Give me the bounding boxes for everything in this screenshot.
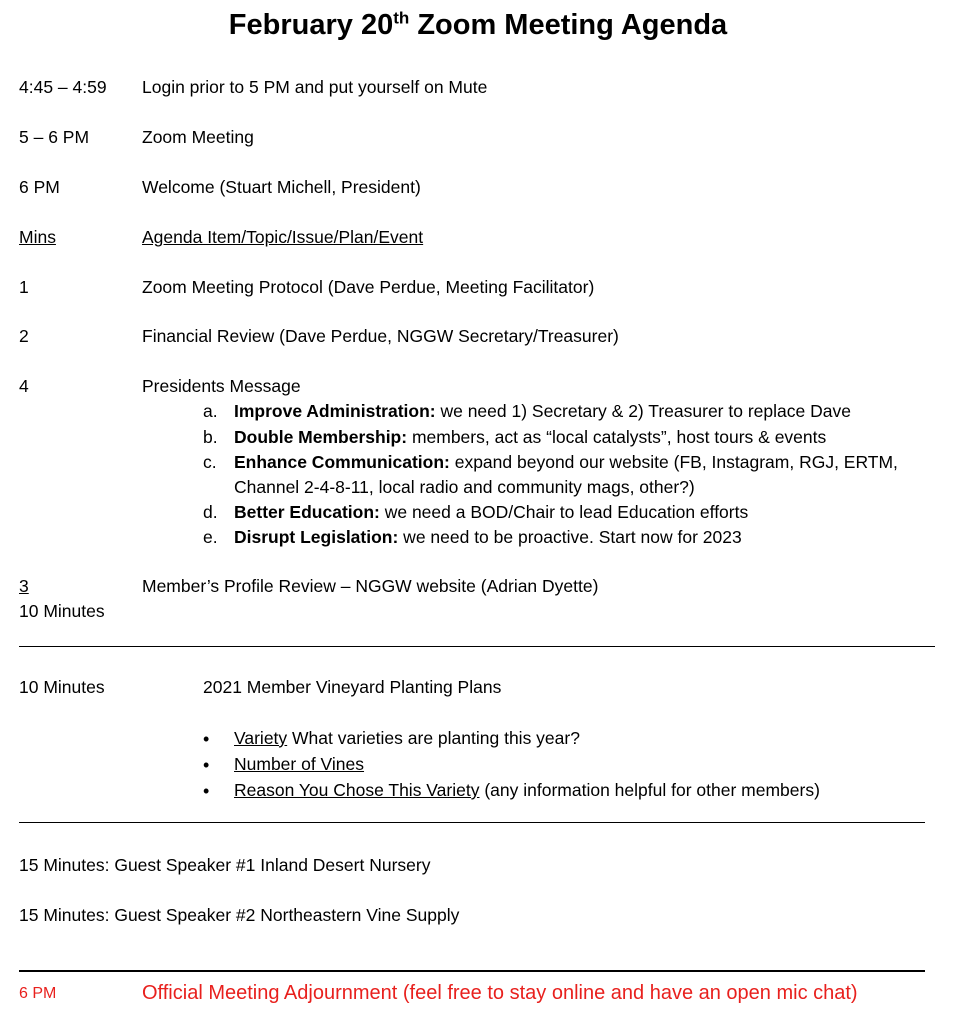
point-a-text: we need 1) Secretary & 2) Treasurer to replace Dave [435,401,851,421]
point-d-text: we need a BOD/Chair to lead Education efforts [379,502,749,522]
bullet-text: What varieties are planting this year? [287,728,580,748]
planting-bullet-3 [234,782,820,800]
bullet-icon: • [203,755,210,775]
point-letter-c: c. [203,452,217,472]
point-d-bold: Better Education: [234,502,380,522]
planting-bullet-1 [234,730,580,748]
divider [19,970,925,972]
point-e [234,529,742,547]
bullet-icon: • [203,781,210,801]
profile-review-duration: 10 Minutes [19,601,105,621]
item-mins-1: 1 [19,277,29,297]
point-e-text: we need to be proactive. Start now for 2023 [398,527,742,547]
point-b-text: members, act as “local catalysts”, host tours & events [407,427,827,447]
adjournment-text: Official Meeting Adjournment (feel free to stay online and have an open mic chat) [142,982,858,1004]
page-title [0,8,956,41]
point-letter-b: b. [203,427,218,447]
schedule-time-1: 4:45 – 4:59 [19,77,107,97]
schedule-time-3: 6 PM [19,177,60,197]
schedule-text-3: Welcome (Stuart Michell, President) [142,177,421,197]
agenda-item-header: Agenda Item/Topic/Issue/Plan/Event [142,227,424,247]
bullet-label: Variety [234,728,288,748]
schedule-text-1: Login prior to 5 PM and put yourself on Mute [142,77,488,97]
item-text-2: Financial Review (Dave Perdue, NGGW Secretary/Treasurer) [142,326,619,346]
divider [19,822,925,823]
point-e-bold: Disrupt Legislation: [234,527,399,547]
title-main: February 20 [228,9,394,41]
mins-header: Mins [19,227,56,247]
item-mins-2: 2 [19,326,29,346]
speaker-1: 15 Minutes: Guest Speaker #1 Inland Desert Nursery [19,855,431,875]
point-b-bold: Double Membership: [234,427,408,447]
point-b [234,429,826,447]
bullet-icon: • [203,729,210,749]
planting-title: 2021 Member Vineyard Planting Plans [203,677,502,697]
point-a-bold: Improve Administration: [234,401,436,421]
divider [19,646,935,647]
profile-review-text: Member’s Profile Review – NGGW website (Adrian Dyette) [142,576,599,596]
schedule-time-2: 5 – 6 PM [19,127,90,147]
point-letter-d: d. [203,502,218,522]
item-mins-3: 4 [19,376,29,396]
profile-review-mins: 3 [19,576,29,596]
point-letter-e: e. [203,527,218,547]
schedule-text-2: Zoom Meeting [142,127,254,147]
bullet-label: Reason You Chose This Variety [234,780,480,800]
bullet-label: Number of Vines [234,754,365,774]
point-c-bold: Enhance Communication: [234,452,450,472]
point-c-text: expand beyond our website (FB, Instagram, RGJ, ERTM, [449,452,898,472]
title-rest: Zoom Meeting Agenda [409,9,728,41]
point-c [234,454,898,472]
item-text-3: Presidents Message [142,376,301,396]
point-d [234,504,748,522]
point-a [234,403,851,421]
point-c-continuation: Channel 2-4-8-11, local radio and community mags, other?) [234,477,695,497]
adjournment-time: 6 PM [19,985,57,1002]
title-superscript: th [393,8,410,28]
planting-bullet-2 [234,756,364,774]
point-letter-a: a. [203,401,218,421]
planting-mins: 10 Minutes [19,677,105,697]
bullet-text: (any information helpful for other members) [479,780,820,800]
speaker-2: 15 Minutes: Guest Speaker #2 Northeastern Vine Supply [19,905,460,925]
item-text-1: Zoom Meeting Protocol (Dave Perdue, Meeting Facilitator) [142,277,595,297]
